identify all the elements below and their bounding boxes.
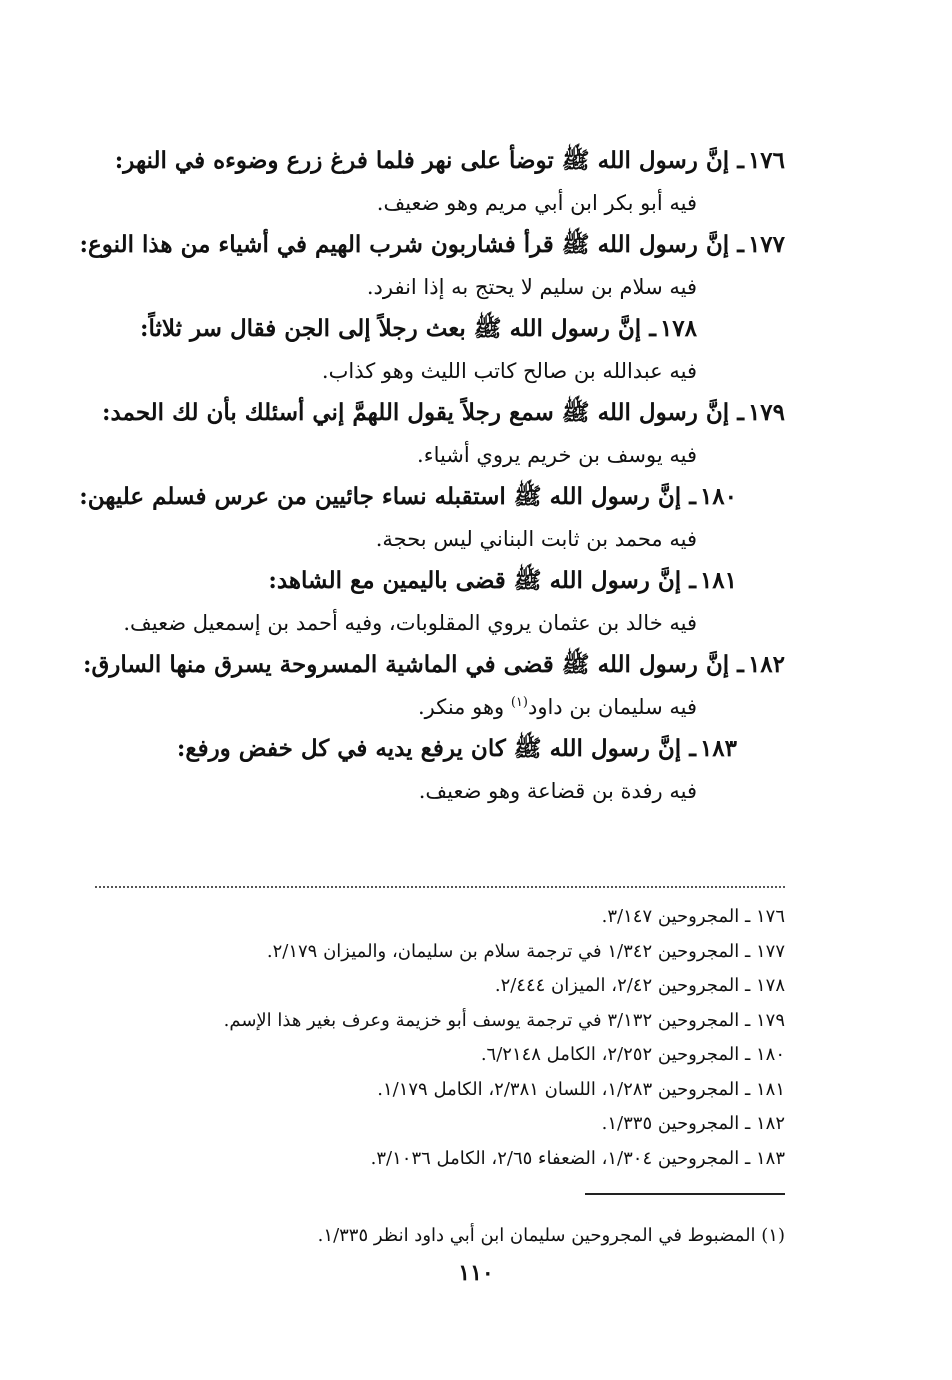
list-item [95, 728, 785, 812]
reference-line: ١٨٢ ـ المجروحين ١/٣٣٥. [601, 1113, 785, 1134]
narrator-note: فيه سليمان بن داود$^{(١)}$ وهو منكر. [417, 695, 697, 719]
page-number: ١١٠ [458, 1260, 494, 1286]
footnote: (١) المضبوط في المجروحين سليمان ابن أبي داود انظر ١/٣٣٥. [317, 1225, 785, 1246]
dotted-divider [95, 886, 785, 889]
entry-number: ١٧٩ [747, 399, 785, 426]
narrator-note: فيه رفدة بن قضاعة وهو ضعيف. [418, 779, 697, 803]
narrator-note: فيه خالد بن عثمان يروي المقلوبات، وفيه أحمد بن إسمعيل ضعيف. [123, 611, 697, 635]
reference-line: ١٨١ ـ المجروحين ١/٢٨٣، اللسان ٢/٣٨١، الكامل ١/١٧٩. [377, 1078, 785, 1100]
hadith-text: ١٨٣ـ إنَّ رسول الله ﷺ كان يرفع يديه في كل خفض ورفع: [95, 728, 785, 770]
list-item [82, 644, 785, 728]
reference-line: ١٧٩ ـ المجروحين ٣/١٣٢ في ترجمة يوسف أبو خزيمة وعرف بغير هذا الإسم. [223, 1009, 785, 1031]
list-item [95, 140, 785, 224]
hadith-text: ١٧٧ـ إنَّ رسول الله ﷺ قرأ فشاربون شرب الهيم في أشياء من هذا النوع: [95, 224, 785, 266]
entry-number: ١٧٧ [747, 231, 785, 258]
narrator-note: فيه سلام بن سليم لا يحتج به إذا انفرد. [366, 275, 697, 299]
reference-line: ١٧٨ ـ المجروحين ٢/٤٢، الميزان ٢/٤٤٤. [494, 975, 785, 996]
hadith-text: ١٧٩ـ إنَّ رسول الله ﷺ سمع رجلاً يقول اللهمَّ إني أسئلك بأن لك الحمد: [95, 392, 785, 434]
list-item [95, 308, 785, 392]
hadith-text: ١٧٨ـ إنَّ رسول الله ﷺ بعث رجلاً إلى الجن فقال سر ثلاثاً: [95, 308, 785, 350]
narrator-note: فيه أبو بكر ابن أبي مريم وهو ضعيف. [376, 191, 697, 215]
list-item [79, 224, 785, 308]
entry-number: ١٨١ [699, 567, 737, 594]
narrator-note: فيه محمد بن ثابت البناني ليس بحجة. [375, 527, 697, 551]
reference-line: ١٨٣ ـ المجروحين ١/٣٠٤، الضعفاء ٢/٦٥، الكامل ٣/١٠٣٦. [370, 1147, 785, 1169]
list-item [95, 560, 785, 644]
hadith-text: ١٨٠ـ إنَّ رسول الله ﷺ استقبله نساء جائيين من عرس فسلم عليهن: [95, 476, 785, 518]
reference-line: ١٧٧ ـ المجروحين ١/٣٤٢ في ترجمة سلام بن سليمان، والميزان ٢/١٧٩. [266, 940, 785, 962]
reference-line: ١٧٦ ـ المجروحين ٣/١٤٧. [601, 906, 785, 927]
list-item [95, 392, 785, 476]
narrator-note: فيه يوسف بن خريم يروي أشياء. [417, 443, 697, 467]
entry-number: ١٧٨ [659, 315, 697, 342]
reference-line: ١٨٠ ـ المجروحين ٢/٢٥٢، الكامل ٦/٢١٤٨. [480, 1044, 785, 1065]
entry-number: ١٧٦ [747, 147, 785, 174]
footnote-divider [585, 1193, 785, 1195]
entry-number: ١٨٣ [699, 735, 737, 762]
footnote-marker: (١) [510, 695, 528, 710]
hadith-text: ١٧٦ـ إنَّ رسول الله ﷺ توضأ على نهر فلما فرغ زرع وضوءه في النهر: [95, 140, 785, 182]
hadith-list [79, 140, 785, 812]
entry-number: ١٨٠ [699, 483, 737, 510]
list-item [79, 476, 785, 560]
references-list [95, 900, 785, 1176]
entry-number: ١٨٢ [747, 651, 785, 678]
narrator-note: فيه عبدالله بن صالح كاتب الليث وهو كذاب. [321, 359, 697, 383]
hadith-text: ١٨٢ـ إنَّ رسول الله ﷺ قضى في الماشية المسروحة يسرق منها السارق: [95, 644, 785, 686]
hadith-text: ١٨١ـ إنَّ رسول الله ﷺ قضى باليمين مع الشاهد: [95, 560, 785, 602]
